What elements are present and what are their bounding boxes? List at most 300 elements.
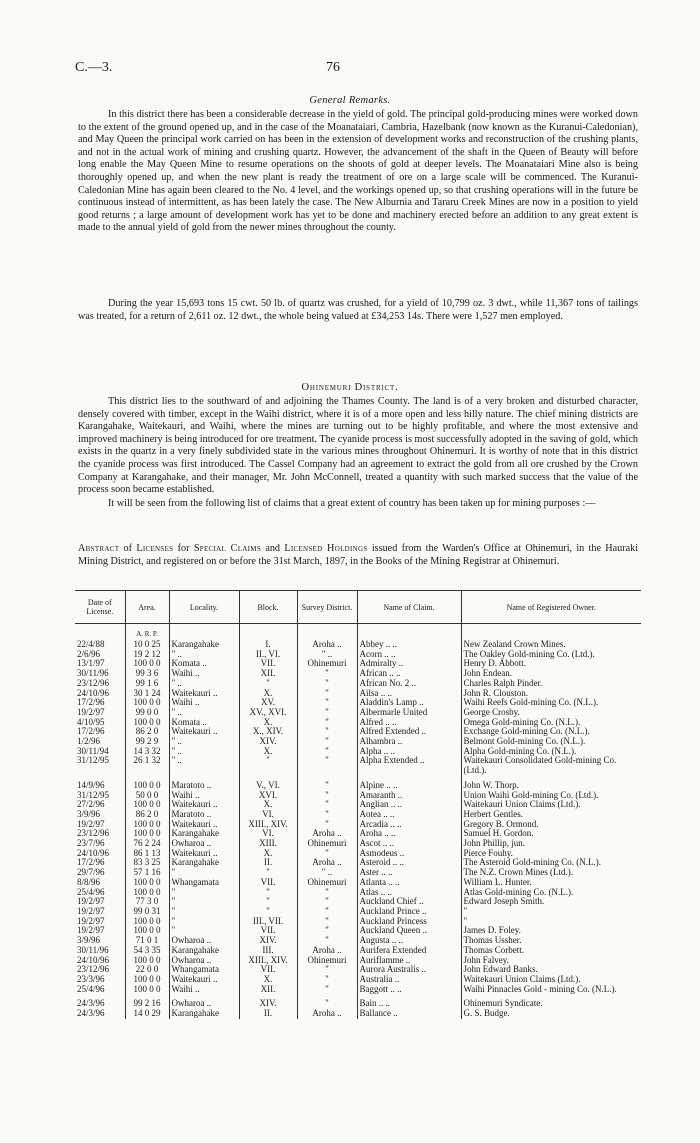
cell-claim-name: Auckland Queen .. [357,926,461,936]
cell-claim-name: Ascot .. .. [357,839,461,849]
cell-survey-district: " [297,781,357,791]
cell-date: 24/10/96 [75,849,125,859]
cell-block: II. [239,858,297,868]
cell-survey-district: " [297,999,357,1009]
cell-owner-name: Waitekauri Union Claims (Ltd.). [463,974,581,984]
cell-date: 17/2/96 [75,727,125,737]
cell-date: 23/7/96 [75,839,125,849]
cell-owner-name: The N.Z. Crown Mines (Ltd.). [463,868,573,878]
cell-owner-name: Waitekauri Union Claims (Ltd.). [463,800,581,810]
table-row [75,956,641,966]
cell-date: 24/10/96 [75,689,125,699]
cell-owner-name: John Edward Banks. [463,965,538,975]
cell-date: 17/2/96 [75,698,125,708]
cell-survey-district: " [297,718,357,728]
cell-area: 100 0 0 [125,781,169,791]
cell-block: " [239,907,297,917]
cell-claim-name: Atlas .. .. [357,888,461,898]
cell-date: 3/9/96 [75,810,125,820]
cell-claim-name: Alfred .. .. [357,718,461,728]
cell-block: " [239,888,297,898]
cell-survey-district: Ohinemuri [297,659,357,669]
general-remarks-heading: General Remarks. [309,95,391,106]
cell-owner-name: Samuel H. Gordon. [463,829,534,839]
cell-survey-district: " .. [297,868,357,878]
table-row [75,858,641,868]
cell-locality: Waihi .. [169,698,239,708]
cell-block: XIII., XIV. [239,820,297,830]
cell-block: II., VI. [239,650,297,660]
cell-area: 26 1 32 [125,756,169,775]
area-units: A. R. P. [125,624,169,641]
cell-block: X. [239,718,297,728]
cell-claim-name: Auckland Chief .. [357,897,461,907]
cell-owner-name: Charles Ralph Pinder. [463,678,543,688]
cell-area: 86 1 13 [125,849,169,859]
cell-block: XVI. [239,791,297,801]
cell-claim-name: Albermarle United [357,708,461,718]
cell-survey-district: " .. [297,650,357,660]
cell-area: 54 3 35 [125,946,169,956]
cell-block: III. [239,946,297,956]
table-row [75,781,641,791]
table-row [75,829,641,839]
cell-owner-name: Pierce Fouhy. [463,848,513,858]
cell-date: 13/1/97 [75,659,125,669]
cell-claim-name: Bain .. .. [357,999,461,1009]
cell-date: 19/2/97 [75,926,125,936]
cell-claim-name: Auriflamme .. [357,956,461,966]
cell-locality: Maratoto .. [169,781,239,791]
abstract-word-3: Licenses [136,543,174,554]
cell-block: XIV. [239,737,297,747]
units-row [75,624,641,641]
cell-area: 86 2 0 [125,727,169,737]
cell-locality: Waihi .. [169,791,239,801]
cell-block: XIII., XIV. [239,956,297,966]
abstract-word-5: Special Claims [193,543,262,554]
cell-locality: " .. [169,679,239,689]
cell-owner-name: " [463,916,468,926]
cell-locality: Karangahake [169,829,239,839]
cell-claim-name: Amaranth .. [357,791,461,801]
cell-owner-name: John Falvey. [463,955,509,965]
cell-survey-district: " [297,926,357,936]
cell-locality: Waitekauri .. [169,727,239,737]
cell-owner-name: James D. Foley. [463,926,521,936]
abstract-word-1: Abstract [78,543,120,554]
cell-survey-district: " [297,727,357,737]
cell-owner-name: Thomas Corbett. [463,945,524,955]
cell-locality: Waihi .. [169,669,239,679]
cell-area: 100 0 0 [125,917,169,927]
cell-area: 19 2 12 [125,650,169,660]
cell-locality: Owharoa .. [169,999,239,1009]
cell-area: 57 1 16 [125,868,169,878]
cell-survey-district: Aroha .. [297,858,357,868]
cell-survey-district: " [297,747,357,757]
cell-claim-name: Atlanta .. .. [357,878,461,888]
header-owner-name: Name of Registered Owner. [461,591,641,624]
cell-locality: Komata .. [169,659,239,669]
cell-area: 100 0 0 [125,820,169,830]
cell-area: 100 0 0 [125,829,169,839]
cell-area: 100 0 0 [125,659,169,669]
cell-owner-name: Omega Gold-mining Co. (N.L.). [463,717,581,727]
cell-claim-name: Alpha .. .. [357,747,461,757]
cell-area: 100 0 0 [125,985,169,995]
cell-claim-name: Asteroid .. .. [357,858,461,868]
cell-block: I. [239,640,297,650]
cell-area: 99 2 9 [125,737,169,747]
cell-claim-name: Aroha .. .. [357,829,461,839]
cell-locality: Komata .. [169,718,239,728]
cell-owner-name: Thomas Ussher. [463,936,522,946]
table-row [75,849,641,859]
cell-date: 4/10/95 [75,718,125,728]
cell-area: 99 3 6 [125,669,169,679]
page-header [0,60,700,80]
cell-locality: Owharoa .. [169,936,239,946]
cell-locality: " [169,888,239,898]
cell-locality: Karangahake [169,640,239,650]
cell-block: XV., XVI. [239,708,297,718]
cell-survey-district: " [297,907,357,917]
cell-survey-district: " [297,800,357,810]
cell-block: X. [239,975,297,985]
cell-locality: Waitekauri .. [169,849,239,859]
cell-area: 100 0 0 [125,975,169,985]
cell-claim-name: Baggott .. .. [357,985,461,995]
cell-date: 24/3/96 [75,999,125,1009]
cell-claim-name: Abbey .. .. [357,640,461,650]
cell-owner-name: Waihi Reefs Gold-mining Co. (N.L.). [463,698,599,708]
cell-survey-district: " [297,810,357,820]
cell-block: XII. [239,669,297,679]
cell-area: 100 0 0 [125,878,169,888]
cell-date: 19/2/97 [75,708,125,718]
cell-area: 99 0 31 [125,907,169,917]
cell-locality: Owharoa .. [169,839,239,849]
cell-block: X. [239,747,297,757]
cell-survey-district: " [297,820,357,830]
cell-date: 2/6/96 [75,650,125,660]
cell-locality: Whangamata [169,878,239,888]
table-row [75,965,641,975]
cell-locality: " .. [169,650,239,660]
table-row [75,669,641,679]
cell-date: 29/7/96 [75,868,125,878]
cell-owner-name: Waitekauri Consolidated Gold-mining Co. (Ltd.). [463,756,617,776]
cell-area: 86 2 0 [125,810,169,820]
general-remarks-paragraph-1: In this district there has been a considerable decrease in the yield of gold. The principal gold-producing mines were worked down to the extent of the ground opened up, and in the case of the Moanataiari, Cambria, Hazelbank (now known as the Kuranui-Caledonian), and May Queen the principal work carried on has been in the extension of development works and reconstruction of the crushing plants, and not in the actual work of mining and crushing quartz. However, the advancement of the shaft in the Queen of Beauty will before long enable the May Queen Mine to resume operations on the shoots of gold at deeper levels. The Moanataiari Mine also is being thoroughly opened up, and when the new plant is ready the treatment of ore on a large scale will be commenced. The Kuranui-Caledonian Mine has again been cleared to the No. 4 level, and the workings opened up, so that crushing operations will in the future be continuous instead of intermittent, as has been lately the case. The New Alburnia and Tararu Creek Mines are now in a position to yield good returns ; a large amount of development work has yet to be done and machinery erected before an addition to any great extent is made to the annual yield of gold from the newer mines throughout the county. [78,109,638,234]
abstract-word-2: of [123,543,133,554]
cell-block: X., XIV. [239,727,297,737]
cell-block: VII. [239,659,297,669]
table-row [75,888,641,898]
cell-block: X. [239,800,297,810]
abstract-word-4: for [177,543,190,554]
header-claim-name: Name of Claim. [357,591,461,624]
table-row [75,897,641,907]
cell-area: 14 0 29 [125,1009,169,1019]
table-row [75,1009,641,1019]
cell-area: 14 3 32 [125,747,169,757]
cell-locality: Maratoto .. [169,810,239,820]
cell-claim-name: Alfred Extended .. [357,727,461,737]
cell-claim-name: Aurora Australis .. [357,965,461,975]
cell-locality: " [169,907,239,917]
cell-owner-name: John R. Clouston. [463,688,529,698]
cell-claim-name: Ailsa .. .. [357,689,461,699]
cell-date: 23/12/96 [75,965,125,975]
cell-claim-name: African No. 2 .. [357,679,461,689]
general-remarks-paragraph-2: During the year 15,693 tons 15 cwt. 50 lb. of quartz was crushed, for a yield of 10,799 oz. 3 dwt., while 11,367 tons of tailings was treated, for a return of 2,611 oz. 12 dwt., the whole being valued at £34,253 14s. There were 1,527 men employed. [78,298,638,322]
cell-date: 14/9/96 [75,781,125,791]
cell-claim-name: Asmodeus .. [357,849,461,859]
cell-locality: Karangahake [169,946,239,956]
cell-area: 100 0 0 [125,698,169,708]
cell-claim-name: Admiralty .. [357,659,461,669]
cell-block: XII. [239,985,297,995]
cell-survey-district: " [297,849,357,859]
cell-area: 50 0 0 [125,791,169,801]
document-reference: C.—3. [75,60,113,75]
table-row [75,985,641,995]
cell-survey-district: Ohinemuri [297,956,357,966]
cell-survey-district: " [297,737,357,747]
cell-locality: Waitekauri .. [169,975,239,985]
cell-locality: " .. [169,747,239,757]
cell-claim-name: Auckland Princess [357,917,461,927]
cell-owner-name: Union Waihi Gold-mining Co. (Ltd.). [463,790,599,800]
cell-block: VII. [239,965,297,975]
cell-survey-district: Ohinemuri [297,878,357,888]
cell-area: 77 3 0 [125,897,169,907]
cell-owner-name: John Phillip, jun. [463,839,526,849]
cell-area: 100 0 0 [125,956,169,966]
cell-claim-name: Alhambra .. [357,737,461,747]
claims-table [75,590,641,1019]
cell-locality: Owharoa .. [169,956,239,966]
cell-claim-name: Aurifera Extended [357,946,461,956]
table-row [75,737,641,747]
cell-survey-district: " [297,917,357,927]
table-row [75,708,641,718]
cell-owner-name: Waihi Pinnacles Gold - mining Co. (N.L.). [463,984,617,994]
cell-block: II. [239,1009,297,1019]
cell-claim-name: Alpha Extended .. [357,756,461,775]
cell-survey-district: " [297,689,357,699]
cell-area: 83 3 25 [125,858,169,868]
cell-locality: Waitekauri .. [169,800,239,810]
cell-locality: " [169,868,239,878]
table-row [75,756,641,775]
cell-survey-district: " [297,791,357,801]
header-date: Date of License. [75,591,125,624]
cell-date: 19/2/97 [75,917,125,927]
cell-owner-name: Herbert Gentles. [463,809,523,819]
cell-survey-district: " [297,975,357,985]
abstract-word-6: and [265,543,281,554]
header-locality: Locality. [169,591,239,624]
cell-owner-name: John W. Thorp. [463,780,519,790]
cell-block: " [239,756,297,775]
cell-claim-name: Aster .. .. [357,868,461,878]
cell-block: XIV. [239,999,297,1009]
cell-date: 25/4/96 [75,985,125,995]
cell-area: 22 0 0 [125,965,169,975]
cell-block: III., VII. [239,917,297,927]
cell-survey-district: " [297,756,357,775]
table-row [75,936,641,946]
cell-date: 19/2/97 [75,907,125,917]
cell-block: VII. [239,878,297,888]
cell-locality: " .. [169,708,239,718]
table-row [75,640,641,650]
cell-locality: Karangahake [169,858,239,868]
table-row [75,698,641,708]
cell-area: 99 0 0 [125,708,169,718]
cell-owner-name: Henry D. Abbott. [463,659,526,669]
table-row [75,868,641,878]
cell-owner-name: William L. Hunter. [463,877,532,887]
cell-claim-name: Auckland Prince .. [357,907,461,917]
cell-date: 30/11/94 [75,747,125,757]
cell-claim-name: Australia .. [357,975,461,985]
cell-area: 99 2 16 [125,999,169,1009]
cell-block: XIV. [239,936,297,946]
cell-area: 71 0 1 [125,936,169,946]
cell-owner-name: Exchange Gold-mining Co. (N.L.). [463,727,590,737]
cell-date: 8/8/96 [75,878,125,888]
cell-survey-district: Aroha .. [297,640,357,650]
cell-claim-name: Arcadia .. .. [357,820,461,830]
cell-locality: " .. [169,737,239,747]
cell-block: VII. [239,926,297,936]
cell-block: X. [239,849,297,859]
cell-locality: " [169,917,239,927]
cell-date: 19/2/97 [75,897,125,907]
cell-survey-district: Ohinemuri [297,839,357,849]
cell-survey-district: " [297,708,357,718]
abstract-caption [78,543,638,568]
cell-owner-name: Belmont Gold-mining Co. (N.L.). [463,737,586,747]
cell-owner-name: Atlas Gold-mining Co. (N.L.). [463,887,574,897]
cell-owner-name: Edward Joseph Smith. [463,897,545,907]
table-header-row [75,591,641,624]
cell-survey-district: Aroha .. [297,1009,357,1019]
cell-block: " [239,679,297,689]
cell-survey-district: " [297,936,357,946]
cell-claim-name: African .. .. [357,669,461,679]
cell-date: 23/12/96 [75,679,125,689]
cell-survey-district: Aroha .. [297,946,357,956]
cell-survey-district: " [297,679,357,689]
cell-area: 100 0 0 [125,926,169,936]
cell-block: VI. [239,810,297,820]
cell-locality: " [169,897,239,907]
table-row [75,878,641,888]
table-row [75,839,641,849]
cell-date: 17/2/96 [75,858,125,868]
table-row [75,718,641,728]
cell-date: 24/3/96 [75,1009,125,1019]
table-row [75,800,641,810]
table-row [75,747,641,757]
cell-date: 31/12/95 [75,791,125,801]
cell-survey-district: " [297,698,357,708]
cell-date: 24/10/96 [75,956,125,966]
cell-date: 1/2/96 [75,737,125,747]
cell-area: 10 0 25 [125,640,169,650]
ohinemuri-heading-text: Ohinemuri District. [301,382,399,393]
cell-locality: Waitekauri .. [169,689,239,699]
cell-locality: " [169,926,239,936]
cell-owner-name: George Crosby. [463,707,520,717]
cell-block: " [239,897,297,907]
cell-date: 31/12/95 [75,756,125,775]
cell-date: 23/3/96 [75,975,125,985]
cell-claim-name: Ballance .. [357,1009,461,1019]
table-row [75,999,641,1009]
cell-area: 30 1 24 [125,689,169,699]
cell-locality: Whangamata [169,965,239,975]
cell-area: 99 1 6 [125,679,169,689]
cell-block: VI. [239,829,297,839]
cell-block: V., VI. [239,781,297,791]
page-number: 76 [326,60,340,75]
table-row [75,650,641,660]
cell-owner-name: " [463,906,468,916]
cell-block: XV. [239,698,297,708]
ohinemuri-district-heading [0,382,700,393]
cell-claim-name: Augusta .. .. [357,936,461,946]
cell-date: 27/2/96 [75,800,125,810]
ohinemuri-paragraph-1: This district lies to the southward of and adjoining the Thames County. The land is of a very broken and disturbed character, densely covered with timber, except in the Waihi district, where it is of a more open and less hilly nature. The chief mining districts are Karangahake, Waitekauri, and Waihi, where the mines are turning out to be highly profitable, and where the most extensive and improved machinery is being introduced for ore treatment. The cyanide process is most successfully adopted in the saving of gold, which exists in the quartz in a very finely subdivided state in the various mines throughout Ohinemuri. It is worthy of note that in this district the cyanide process was first introduced. The Cassel Company had an agreement to extract the gold from all ore crushed by the Crown Company at Karangahake, and their manager, Mr. John McConnell, treated a quantity with such marked success that the value of the process soon became established. [78,396,638,496]
table-row [75,689,641,699]
cell-owner-name: New Zealand Crown Mines. [463,640,566,649]
cell-locality: Waihi .. [169,985,239,995]
abstract-word-7: Licensed Holdings [284,543,368,554]
cell-block: " [239,868,297,878]
table-row [75,810,641,820]
cell-survey-district: " [297,888,357,898]
cell-area: 100 0 0 [125,718,169,728]
cell-area: 100 0 0 [125,888,169,898]
cell-claim-name: Anglian .. .. [357,800,461,810]
cell-date: 3/9/96 [75,936,125,946]
cell-owner-name: The Oakley Gold-mining Co. (Ltd.). [463,649,595,659]
cell-claim-name: Aotea .. .. [357,810,461,820]
cell-locality: " .. [169,756,239,775]
table-row [75,727,641,737]
cell-date: 19/2/97 [75,820,125,830]
cell-block: X. [239,689,297,699]
table-row [75,791,641,801]
cell-survey-district: Aroha .. [297,829,357,839]
cell-date: 30/11/96 [75,669,125,679]
cell-date: 22/4/88 [75,640,125,650]
cell-owner-name: The Asteroid Gold-mining Co. (N.L.). [463,858,601,868]
cell-claim-name: Alpine .. .. [357,781,461,791]
table-row [75,917,641,927]
header-survey-district: Survey District. [297,591,357,624]
cell-owner-name: John Endean. [463,669,512,679]
cell-claim-name: Acorn .. .. [357,650,461,660]
cell-owner-name: Gregory B. Ormond. [463,819,539,829]
cell-survey-district: " [297,985,357,995]
